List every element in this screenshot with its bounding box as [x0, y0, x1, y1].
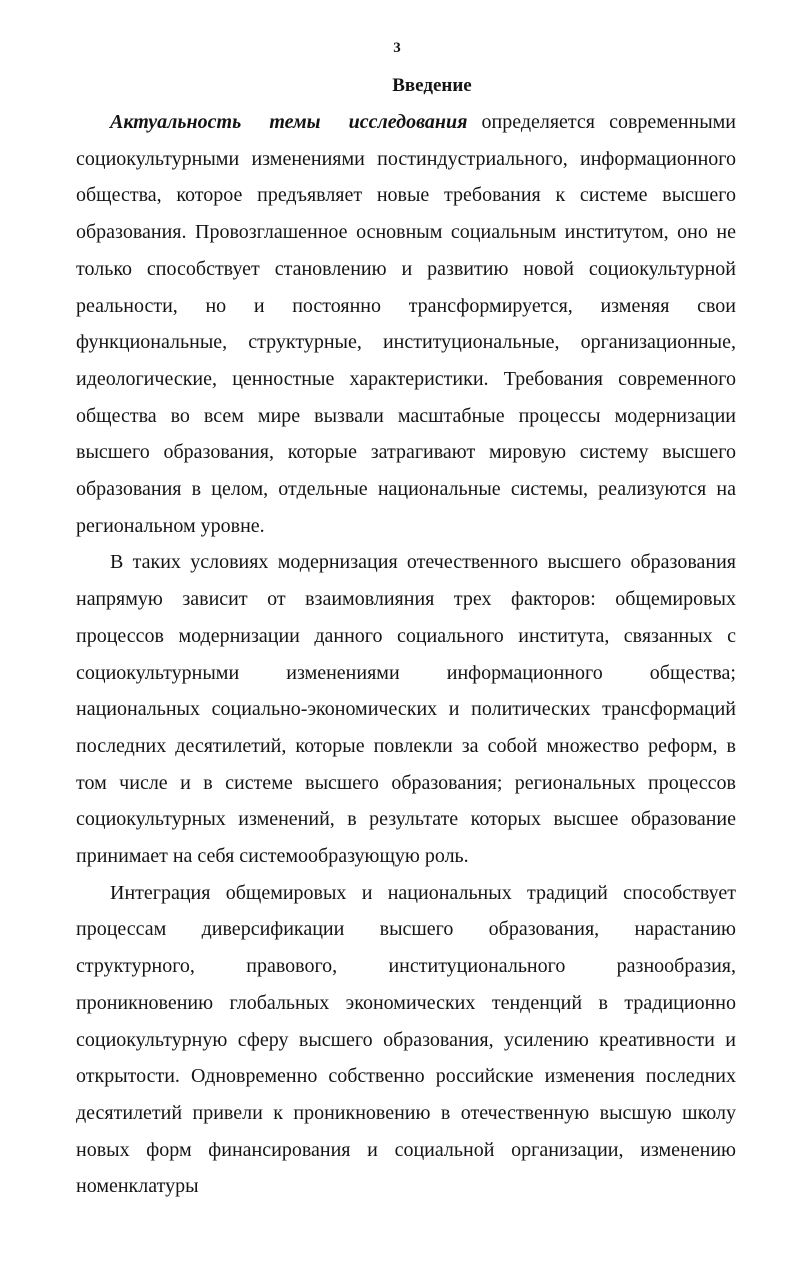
paragraph-modernization-factors: В таких условиях модернизация отечественного высшего образования напрямую зависит от взаимовлияния трех факторов: общемировых процессов модернизации данного социального института, связанных с социокультурными изменениями информационного общества; национальных социально-экономических и политических трансформаций последних десятилетий, которые повлекли за собой множество реформ, в том числе и в системе высшего образования; региональных процессов социокультурных изменений, в результате которых высшее образование принимает на себя системообразующую роль. — [76, 551, 736, 868]
paragraph-relevance — [76, 104, 736, 544]
paragraph-lead-phrase: Актуальность темы исследования — [110, 111, 468, 133]
page-heading: Введение — [392, 75, 472, 96]
document-body — [76, 104, 736, 1205]
paragraph-integration: Интеграция общемировых и национальных традиций способствует процессам диверсификации высшего образования, нарастанию структурного, правового, институционального разнообразия, проникновению глобальных экономических тенденций в традиционно социокультурную сферу высшего образования, усилению креативности и открытости. Одновременно собственно российские изменения последних десятилетий привели к проникновению в отечественную высшую школу новых форм финансирования и социальной организации, изменению номенклатуры — [76, 881, 736, 1198]
page-number: 3 — [393, 40, 401, 56]
paragraph-text: определяется современными социокультурными изменениями постиндустриального, информационного общества, которое предъявляет новые требования к системе высшего образования. Провозглашенное основным социальным институтом, оно не только способствует становлению и развитию новой социокультурной реальности, но и постоянно трансформируется, изменяя свои функциональные, структурные, институциональные, организационные, идеологические, ценностные характеристики. Требования современного общества во всем мире вызвали масштабные процессы модернизации высшего образования, которые затрагивают мировую систему высшего образования в целом, отдельные национальные системы, реализуются на региональном уровне. — [76, 111, 737, 537]
